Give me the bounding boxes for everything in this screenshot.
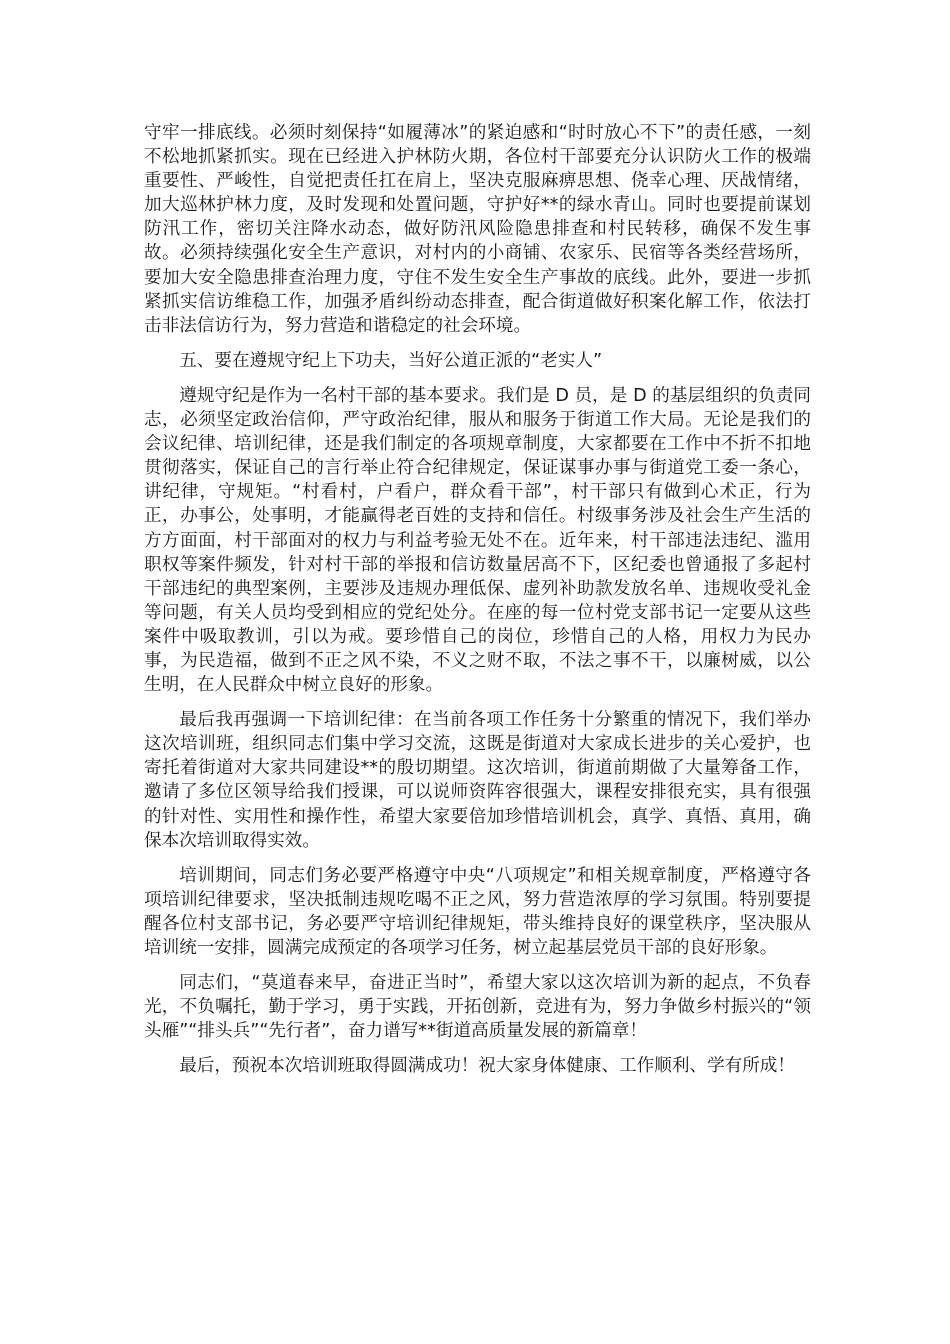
paragraph-training-period: 培训期间，同志们务必要严格遵守中央“八项规定”和相关规章制度，严格遵守各项培训纪律要求，坚决抵制违规吃喝不正之风，努力营造浓厚的学习氛围。特别要提醒各位村支部书记，务必要严守培训纪律规矩，带头维持良好的课堂秩序，坚决服从培训统一安排，圆满完成预定的各项学习任务，树立起基层党员干部的良好形象。 [144, 865, 811, 958]
document-page [144, 121, 811, 1089]
paragraph-encouragement: 同志们，“莫道春来早，奋进正当时”，希望大家以这次培训为新的起点，不负春光，不负嘱托，勤于学习，勇于实践，开拓创新，竞进有为，努力争做乡村振兴的“领头雁”“排头兵”“先行者”，奋力谱写**街道高质量发展的新篇章！ [144, 973, 811, 1042]
paragraph-discipline: 遵规守纪是作为一名村干部的基本要求。我们是 D 员，是 D 的基层组织的负责同志，必须坚定政治信仰，严守政治纪律，服从和服务于街道工作大局。无论是我们的会议纪律、培训纪律，还是我们制定的各项规章制度，大家都要在工作中不折不扣地贯彻落实，保证自己的言行举止符合纪律规定，保证谋事办事与街道党工委一条心，讲纪律，守规矩。“村看村，户看户，群众看干部”，村干部只有做到心术正，行为正，办事公，处事明，才能赢得老百姓的支持和信任。村级事务涉及社会生产生活的方方面面，村干部面对的权力与利益考验无处不在。近年来，村干部违法违纪、滥用职权等案件频发，针对村干部的举报和信访数量居高不下，区纪委也曾通报了多起村干部违纪的典型案例，主要涉及违规办理低保、虚列补助款发放名单、违规收受礼金等问题，有关人员均受到相应的党纪处分。在座的每一位村党支部书记一定要从这些案件中吸取教训，引以为戒。要珍惜自己的岗位，珍惜自己的人格，用权力为民办事，为民造福，做到不正之风不染，不义之财不取，不法之事不干，以廉树威，以公生明，在人民群众中树立良好的形象。 [144, 385, 812, 696]
paragraph-training-discipline: 最后我再强调一下培训纪律：在当前各项工作任务十分繁重的情况下，我们举办这次培训班，组织同志们集中学习交流，这既是街道对大家成长进步的关心爱护，也寄托着街道对大家共同建设**的殷切期望。这次培训，街道前期做了大量筹备工作，邀请了多位区领导给我们授课，可以说师资阵容很强大，课程安排很充实，具有很强的针对性、实用性和操作性，希望大家要倍加珍惜培训机会，真学、真悟、真用，确保本次培训取得实效。 [144, 710, 811, 851]
paragraph-closing: 最后，预祝本次培训班取得圆满成功！祝大家身体健康、工作顺利、学有所成！ [179, 1056, 795, 1077]
paragraph-continuation: 守牢一排底线。必须时刻保持“如履薄冰”的紧迫感和“时时放心不下”的责任感，一刻不松地抓紧抓实。现在已经进入护林防火期，各位村干部要充分认识防火工作的极端重要性、严峻性，自觉把责任扛在肩上，坚决克服麻痹思想、侥幸心理、厌战情绪，加大巡林护林力度，及时发现和处置问题，守护好**的绿水青山。同时也要提前谋划防汛工作，密切关注降水动态，做好防汛风险隐患排查和村民转移，确保不发生事故。必须持续强化安全生产意识，对村内的小商铺、农家乐、民宿等各类经营场所，要加大安全隐患排查治理力度，守住不发生安全生产事故的底线。此外，要进一步抓紧抓实信访维稳工作，加强矛盾纠纷动态排查，配合街道做好积案化解工作，依法打击非法信访行为，努力营造和谐稳定的社会环境。 [144, 123, 811, 336]
section-heading: 五、要在遵规守纪上下功夫，当好公道正派的“老实人” [179, 350, 603, 371]
